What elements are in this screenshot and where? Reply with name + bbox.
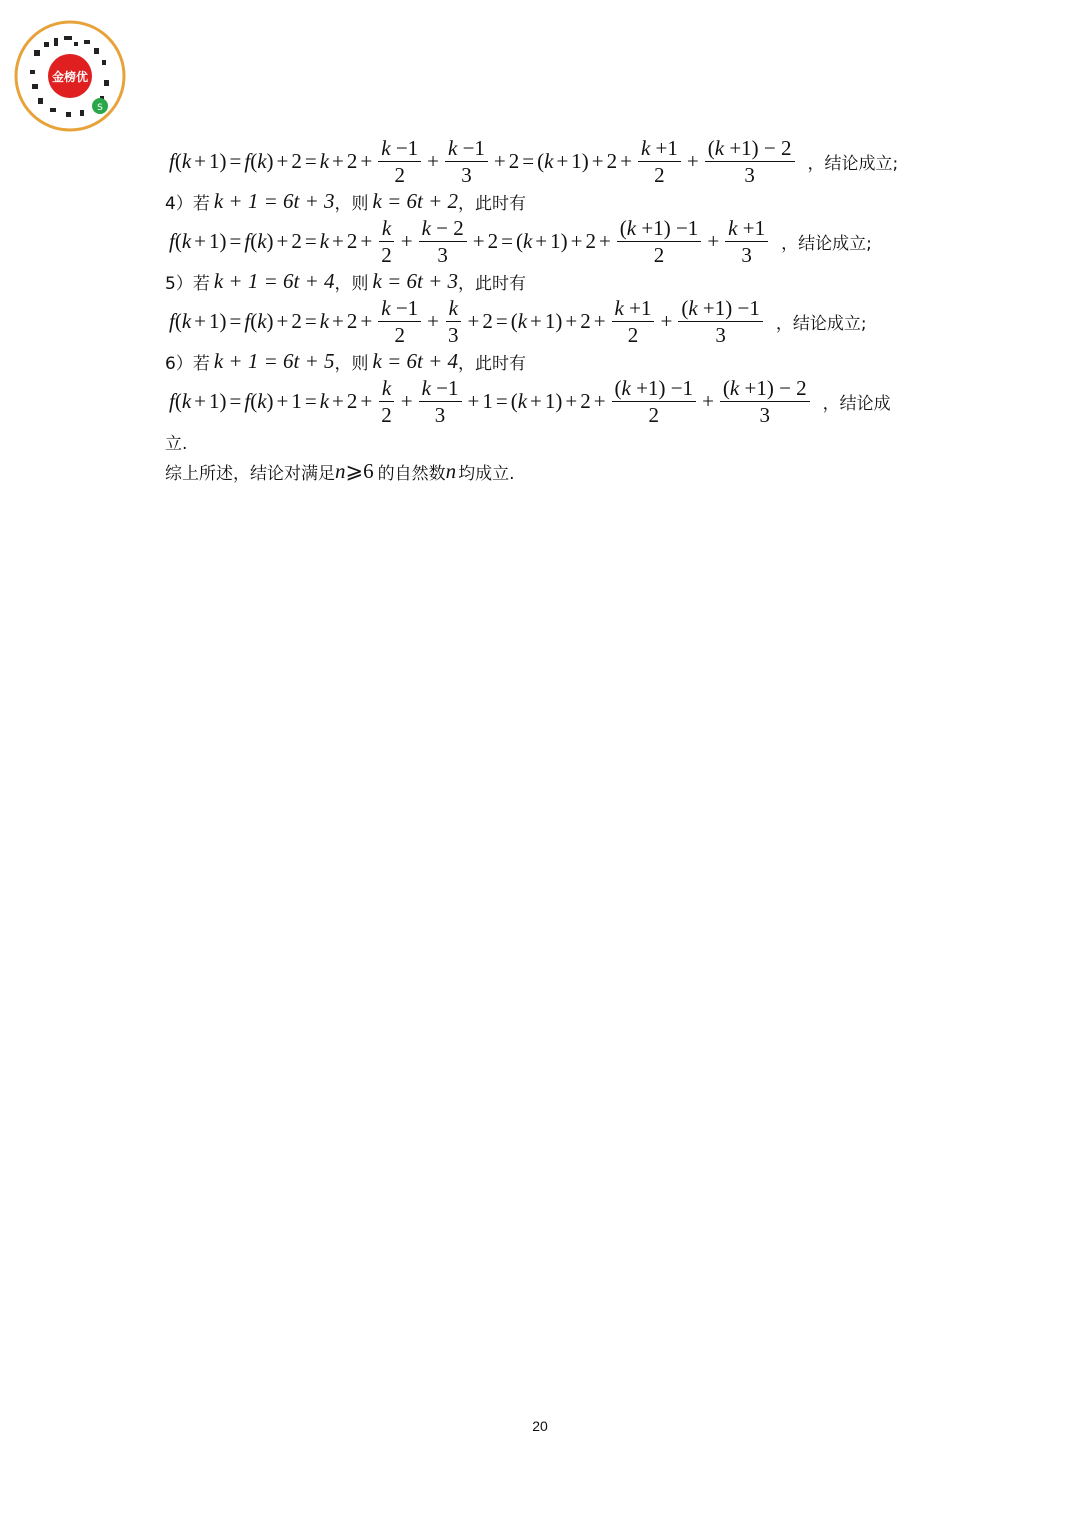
logo-brand: 金榜优	[51, 70, 89, 84]
page-number: 20	[532, 1418, 548, 1434]
case-4-line: 4）若 k + 1 = 6t + 3 ，则 k = 6t + 2 ，此时有	[165, 188, 526, 214]
equation-line-1: f ( k + 1) = f ( k ) + 2 = k + 2 + $\frac{k -1}{2}$ + $\frac{k -1}{3}$ + 2 = ( k + 1) + 2 + $\frac{k +1}{2}$ + $\frac{(k +1) - 2}{3}$ ，结论成立;	[169, 135, 899, 187]
case-5-line: 5）若 k + 1 = 6t + 4 ，则 k = 6t + 3 ，此时有	[165, 268, 526, 294]
line-7-tail: ，结论成	[822, 393, 891, 414]
line-3-tail: ，结论成立;	[781, 233, 872, 254]
continuation-line: 立.	[165, 433, 188, 454]
line-1-tail: ，结论成立;	[807, 153, 899, 174]
case-6-line: 6）若 k + 1 = 6t + 5 ，则 k = 6t + 4 ，此时有	[165, 348, 526, 374]
equation-line-2: f ( k + 1) = f ( k ) + 2 = k + 2 + $\frac{k}{2}$ + $\frac{k - 2}{3}$ + 2 = ( k + 1) + 2 + $\frac{(k +1) -1}{2}$ + $\frac{k +1}{3}$ ，结论成立;	[169, 215, 872, 267]
equation-line-4: f ( k + 1) = f ( k ) + 1 = k + 2 + $\frac{k}{2}$ + $\frac{k -1}{3}$ + 1 = ( k + 1) + 2 + $\frac{(k +1) -1}{2}$ + $\frac{(k +1) - 2}{3}$ ，结论成	[169, 375, 891, 427]
svg-text:S: S	[97, 103, 103, 113]
conclusion-line: 综上所述，结论对满足 n ⩾6 的自然数 n 均成立.	[165, 458, 515, 484]
line-5-tail: ，结论成立;	[775, 313, 867, 334]
qr-logo	[14, 20, 126, 132]
equation-line-3: f ( k + 1) = f ( k ) + 2 = k + 2 + $\frac{k -1}{2}$ + $\frac{k}{3}$ + 2 = ( k + 1) + 2 + $\frac{k +1}{2}$ + $\frac{(k +1) -1}{3}$ ，结论成立;	[169, 295, 867, 347]
document-body	[165, 136, 945, 486]
